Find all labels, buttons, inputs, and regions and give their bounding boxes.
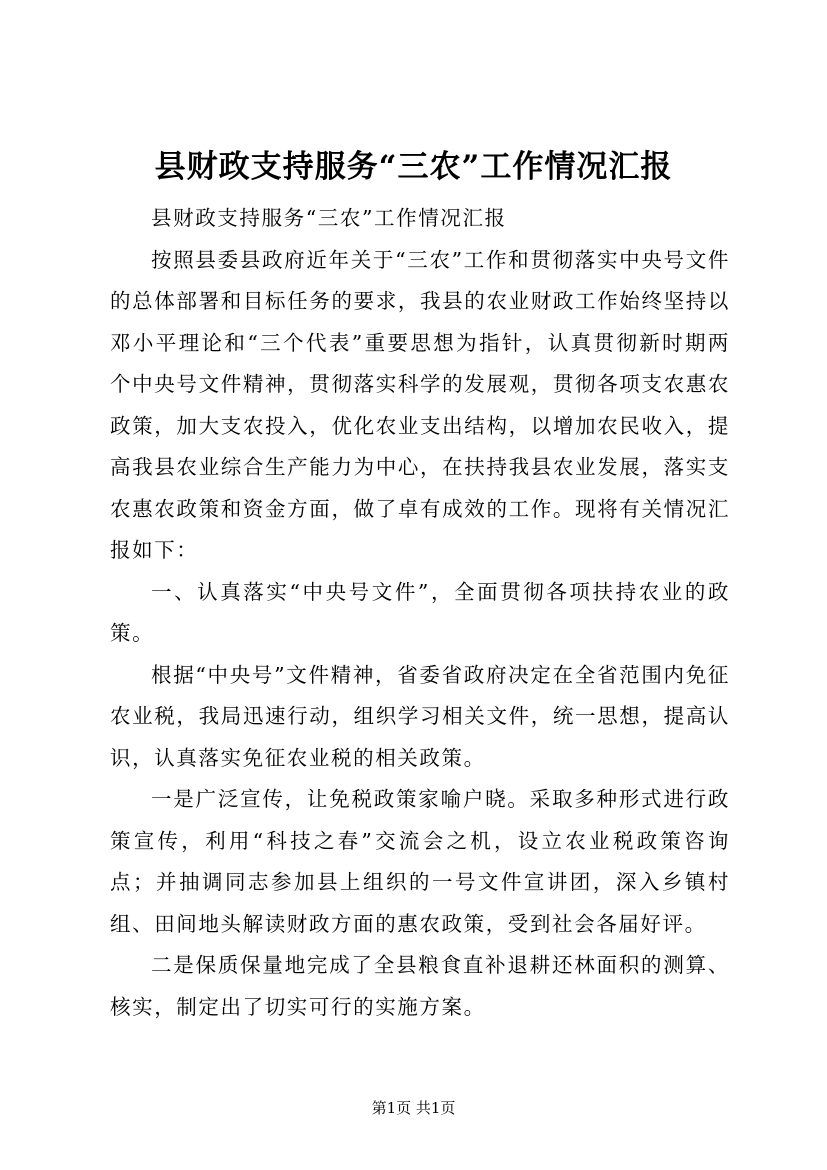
- paragraph-policy: 根据“中央号”文件精神，省委省政府决定在全省范围内免征农业税，我局迅速行动，组织学习相关文件，统一思想，提高认识，认真落实免征农业税的相关政策。: [110, 662, 730, 770]
- paragraph-point-one: 一是广泛宣传，让免税政策家喻户晓。采取多种形式进行政策宣传，利用“科技之春”交流会之机，设立农业税政策咨询点；并抽调同志参加县上组织的一号文件宣讲团，深入乡镇村组、田间地头解读财政方面的惠农政策，受到社会各届好评。: [110, 787, 730, 936]
- document-body: [110, 198, 730, 1028]
- paragraph-intro: 按照县委县政府近年关于“三农”工作和贯彻落实中央号文件的总体部署和目标任务的要求，我县的农业财政工作始终坚持以邓小平理论和“三个代表”重要思想为指针，认真贯彻新时期两个中央号文件精神，贯彻落实科学的发展观，贯彻各项支农惠农政策，加大支农投入，优化农业支出结构，以增加农民收入，提高我县农业综合生产能力为中心，在扶持我县农业发展，落实支农惠农政策和资金方面，做了卓有成效的工作。现将有关情况汇报如下：: [110, 247, 730, 562]
- paragraph-section-one-heading: 一、认真落实“中央号文件”，全面贯彻各项扶持农业的政策。: [110, 579, 730, 645]
- paragraph-subtitle: 县财政支持服务“三农”工作情况汇报: [151, 206, 507, 230]
- paragraph-point-two: 二是保质保量地完成了全县粮食直补退耕还林面积的测算、核实，制定出了切实可行的实施方案。: [110, 953, 730, 1019]
- document-title: 县财政支持服务“三农”工作情况汇报: [154, 149, 673, 185]
- page-footer: 第1页 共1页: [371, 1099, 456, 1117]
